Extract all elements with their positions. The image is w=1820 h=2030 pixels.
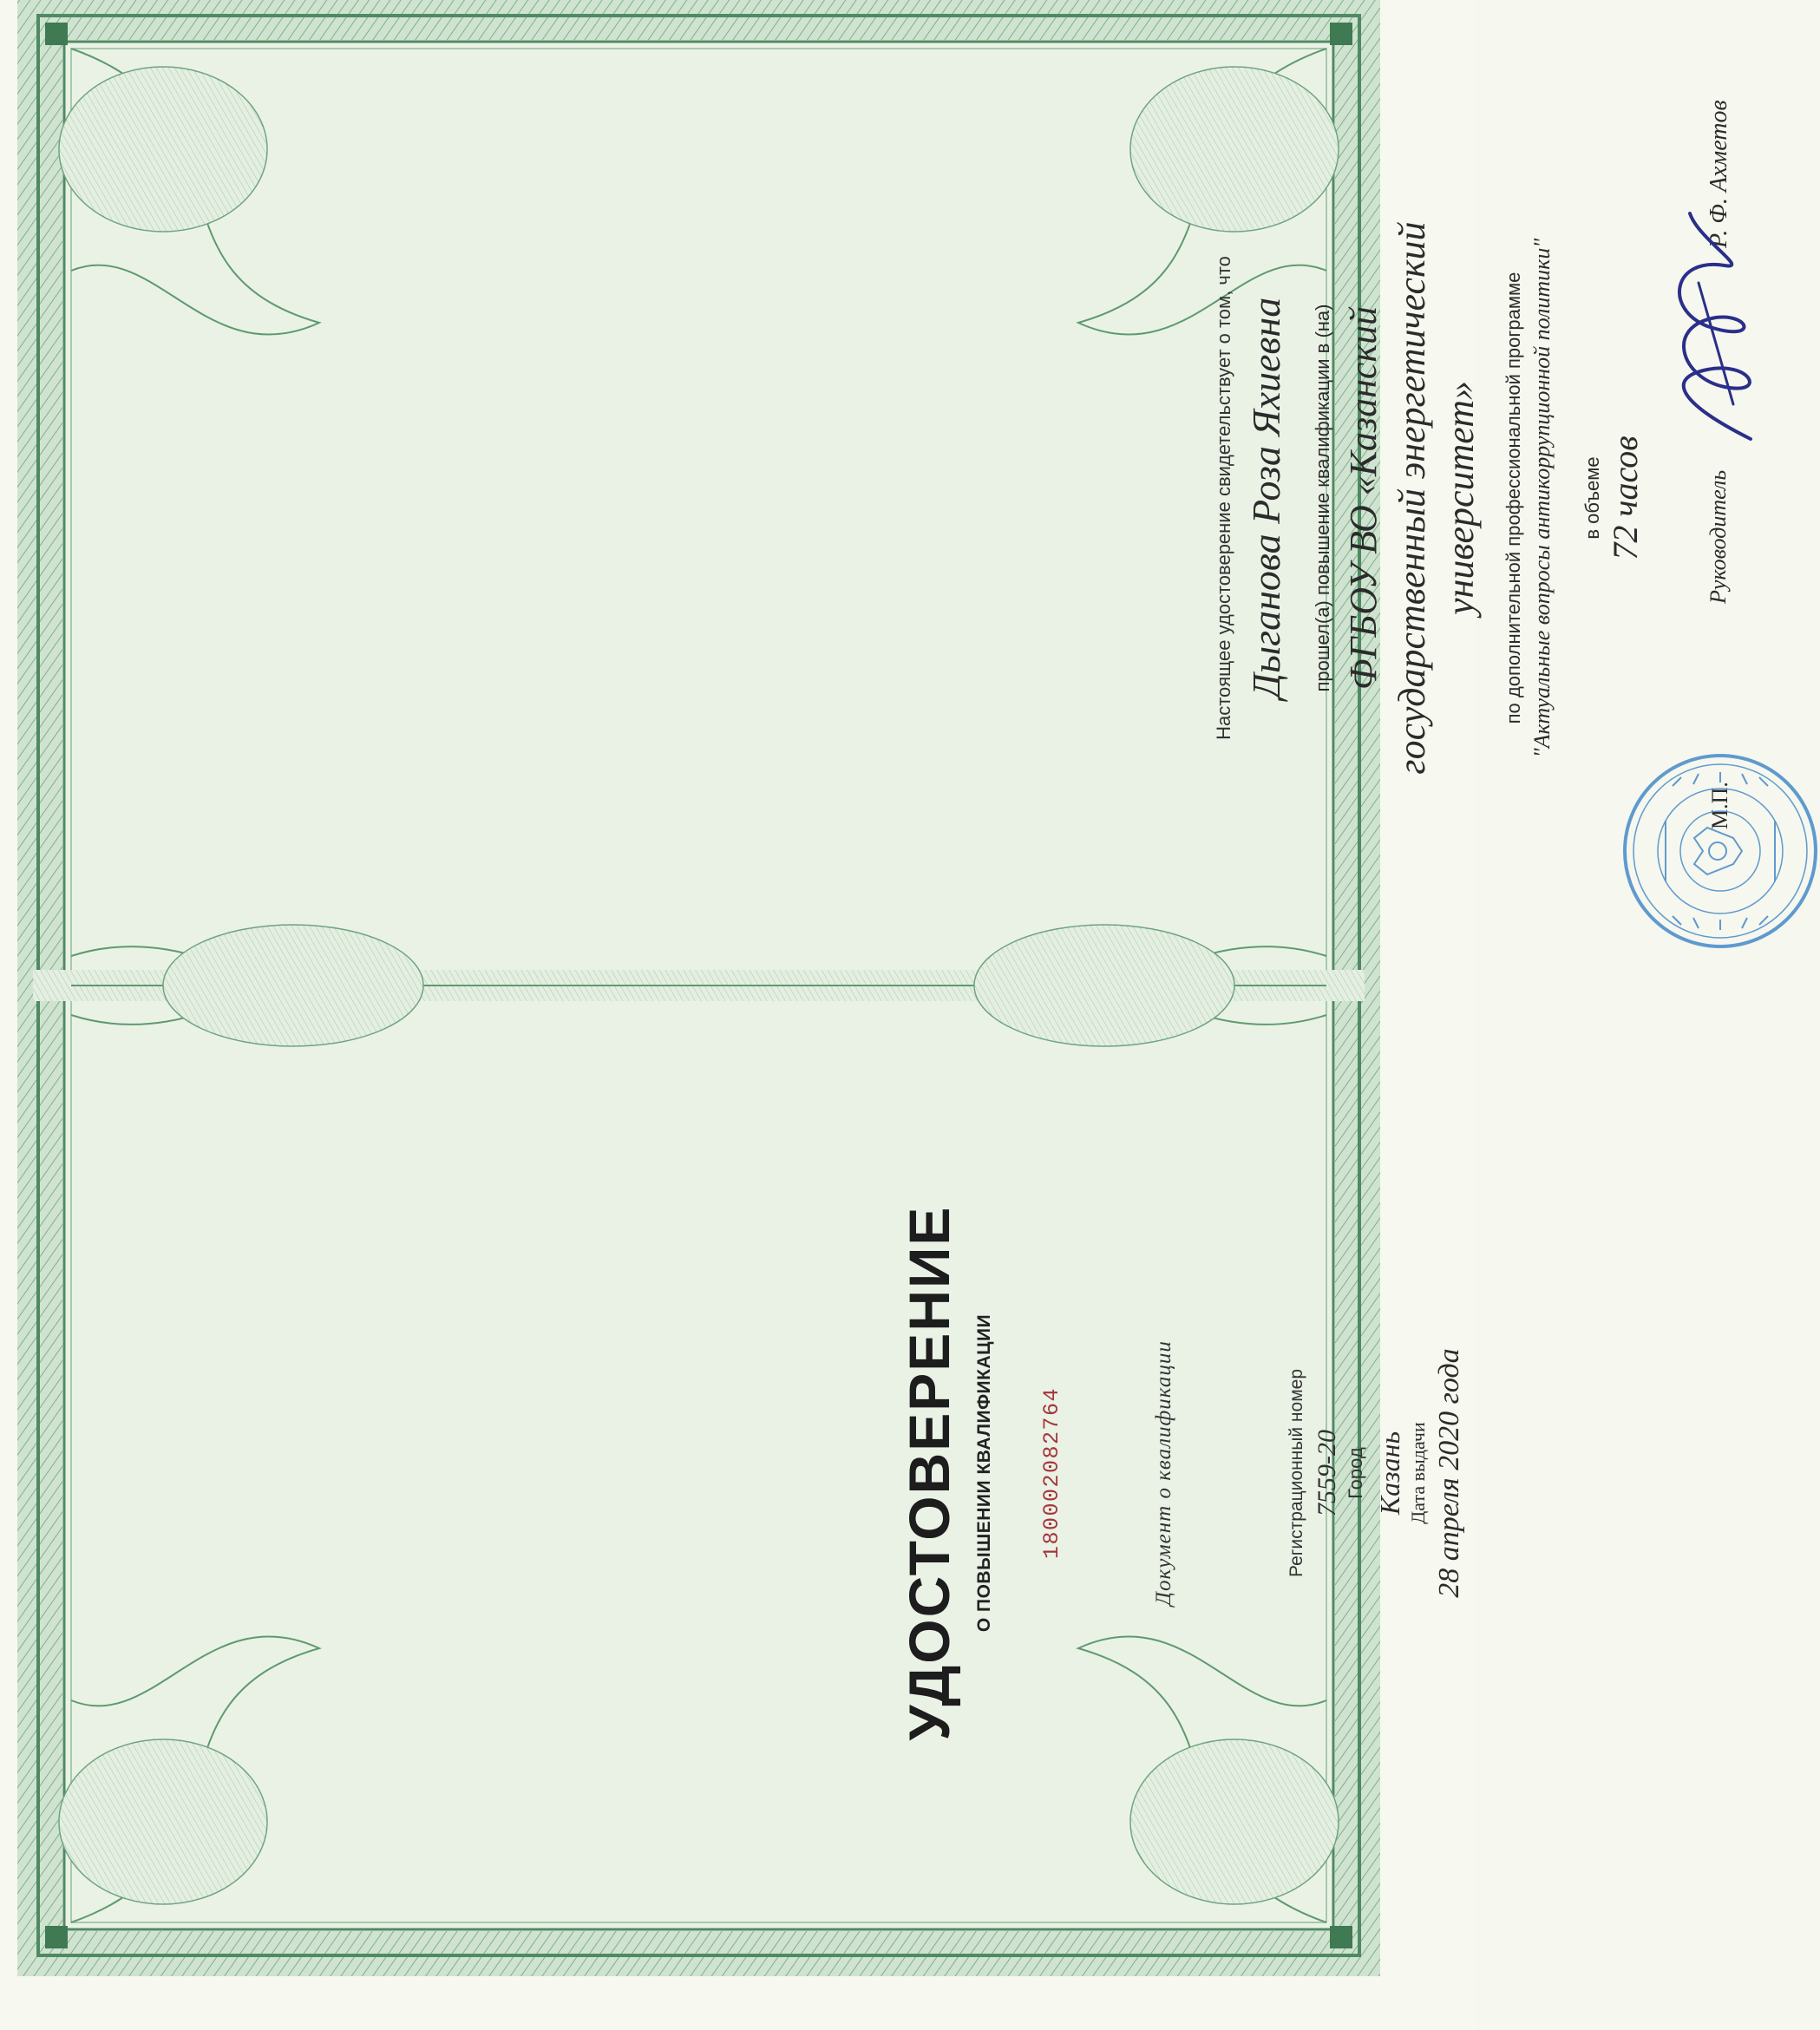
holder-name: Дыганова Роза Яхиевна	[1244, 297, 1288, 699]
registration-number: 7559-20	[1313, 1430, 1341, 1516]
organization-line-3: университет»	[1439, 381, 1482, 616]
organization-line-2: государственный энергетический	[1391, 221, 1433, 775]
certificate-subtitle: О ПОВЫШЕНИИ КВАЛИФИКАЦИИ	[974, 1313, 994, 1633]
certificate-title: УДОСТОВЕРЕНИЕ	[897, 1205, 961, 1741]
intro-text: Настоящее удостоверение свидетельствует о том, что	[1213, 256, 1234, 740]
volume-label: в объеме	[1581, 456, 1603, 540]
city-label: Город	[1345, 1447, 1366, 1499]
issue-date: 28 апреля 2020 года	[1433, 1348, 1465, 1598]
registration-label: Регистрационный номер	[1286, 1369, 1306, 1577]
head-label: Руководитель	[1705, 469, 1731, 604]
certificate	[33, 10, 1732, 1961]
hours-value: 72 часов	[1606, 435, 1645, 560]
seal-place-label: М.П.	[1707, 782, 1732, 829]
document-type: Документ о квалификации	[1152, 1340, 1175, 1606]
left-page	[33, 986, 1465, 1961]
signature	[1647, 196, 1785, 456]
passed-label: прошел(а) повышение квалификации в (на)	[1312, 304, 1333, 692]
program-label: по дополнительной профессиональной программе	[1502, 272, 1524, 724]
program-name: "Актуальные вопросы антикоррупционной политики"	[1529, 238, 1555, 758]
signatory-name: Р. Ф. Ахметов	[1705, 100, 1732, 248]
issue-date-label: Дата выдачи	[1407, 1422, 1429, 1524]
serial-number: 180002082764	[1039, 1386, 1064, 1560]
right-page	[33, 10, 1732, 986]
organization-line-1: ФГБОУ ВО «Казанский	[1342, 305, 1385, 691]
official-seal	[1620, 751, 1820, 951]
certificate-content	[33, 10, 1732, 1961]
city-value: Казань	[1374, 1431, 1405, 1516]
